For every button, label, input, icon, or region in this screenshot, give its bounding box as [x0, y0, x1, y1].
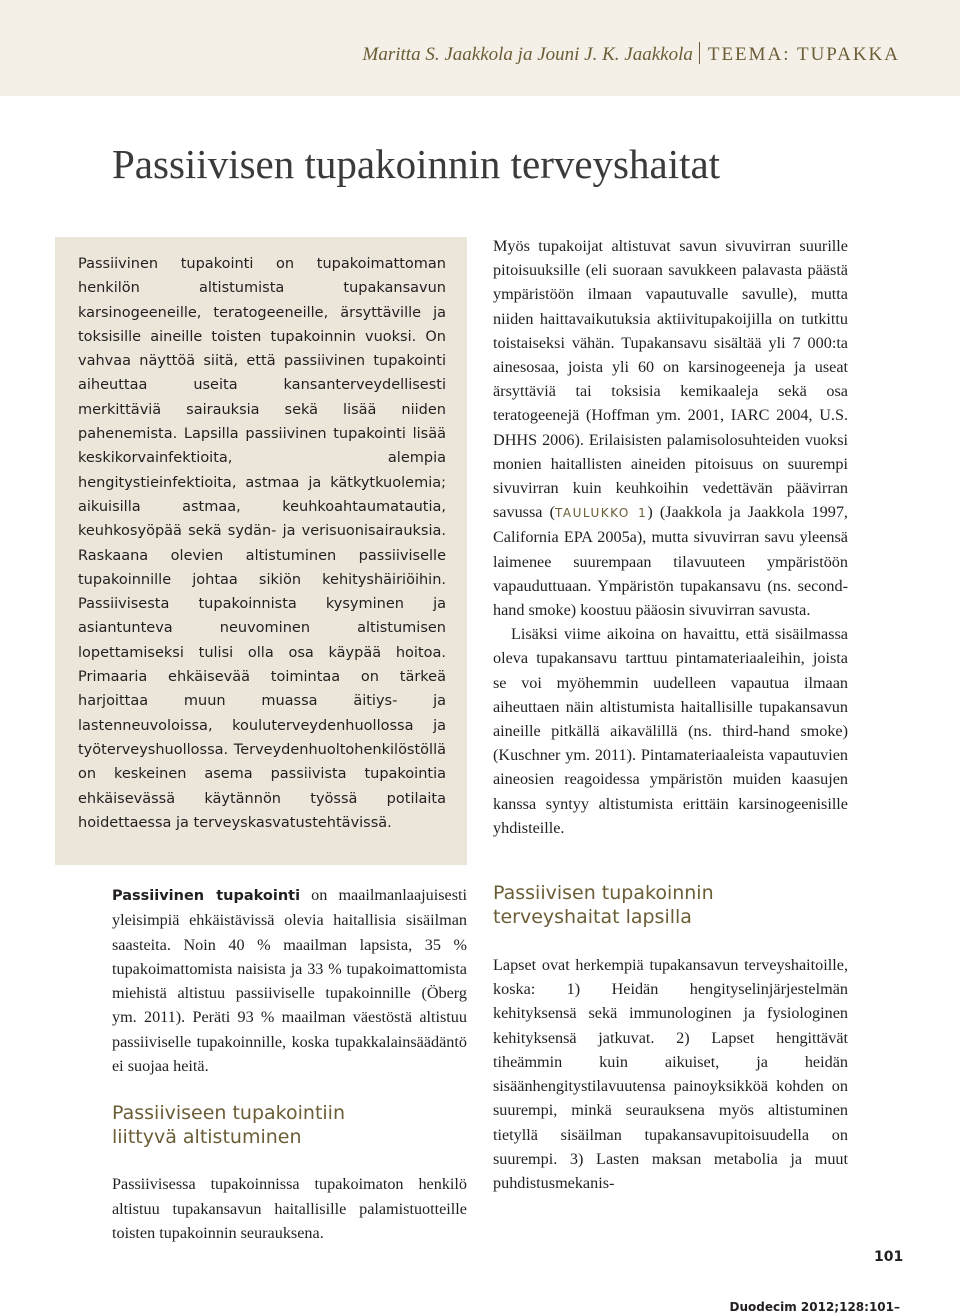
header-band: [0, 0, 960, 96]
section-heading-exposure-line2: liittyvä altistuminen: [112, 1126, 302, 1149]
third-hand-paragraph: Lisäksi viime aikoina on havaittu, että sisäilmassa oleva tupakansavu tarttuu pintamateriaaleihin, joista se voi myöhemmin uudelleen vapautua ilmaan aiheuttaen näin altistumista haitallisille tupakansavun aineille pitkällä aikavälillä (ns. third-hand smoke) (Kuschner ym. 2011). Pintamateriaaleista vapautuvien aineosien reagoidessa ympäristön muiden kaasujen kanssa syntyy altistumista erittäin karsinogeenisille yhdisteille.: [493, 625, 848, 837]
exposure-para-continued-start: Myös tupakoijat altistuvat savun sivuvirran suurille pitoisuuksille (eli suoraan savukkeen palavasta päästä ympäristöön ilmaan vapautuvalle savulle), mutta niiden haittavaikutuksia aktiivitupakoijilla on tutkittu toistaiseksi vähän. Tupakansavu sisältää yli 7 000:ta ainesosaa, joista yli 60 on karsinogeeneja ja useat ärsyttäviä tai toksisia kemikaaleja sekä osa teratogeenejä (Hoffman ym. 2001, IARC 2004, U.S. DHHS 2006). Erilaisisten palamisolosuhteiden vuoksi monien haitallisten aineiden pitoisuus on suurempi sivuvirran kuin keuhkoihin vedettävän päävirran savussa (: [493, 237, 848, 522]
section-heading-children: [493, 881, 848, 929]
journal-footer: Duodecim 2012;128:101–: [729, 1300, 900, 1314]
right-column: [493, 234, 848, 1195]
section-heading-children-line1: Passiivisen tupakoinnin: [493, 882, 714, 905]
article-title: Passiivisen tupakoinnin terveyshaitat: [112, 141, 721, 187]
section-heading-exposure: [112, 1101, 467, 1149]
header-authors: Maritta S. Jaakkola ja Jouni J. K. Jaakkola: [362, 44, 693, 65]
running-header: [363, 42, 900, 66]
left-column: [112, 883, 467, 1245]
exposure-paragraph: [112, 1172, 467, 1245]
table-reference-link[interactable]: TAULUKKO 1: [554, 506, 648, 521]
exposure-para-end: ) (Jaakkola ja Jaakkola 1997, California EPA 2005a), mutta sivuvirran savu yleensä laimenee suurempaan tilavuuteen ympäristöön vapauduttuaan. Ympäristön tupakansavu (ns. second-hand smoke) koostuu pääosin sivuvirran savusta.: [493, 503, 848, 620]
abstract-text: Passiivinen tupakointi on tupakoimattoman henkilön altistumista tupakansavun karsinogeeneille, teratogeeneille, ärsyttäville ja toksisille aineille toisten tupakoinnin vuoksi. On vahvaa näyttöä siitä, että passiivinen tupakointi aiheuttaa useita kansanterveydellisesti merkittäviä sairauksia sekä lisää niiden pahenemista. Lapsilla passiivinen tupakointi lisää keskikorvainfektioita, alempia hengitystieinfektioita, astmaa ja kätkytkuolemia; aikuisilla astmaa, keuhkoahtaumatautia, keuhkosyöpää sekä sydän- ja verisuonisairauksia. Raskaana olevien altistuminen passiiviselle tupakoinnille johtaa sikiön kehityshäiriöihin. Passiivisesta tupakoinnista kysyminen ja asiantunteva neuvominen altistumisen lopettamiseksi tulisi olla osa käypää hoitoa. Primaaria ehkäisevää toimintaa on tärkeä harjoittaa muun muassa äitiys- ja lastenneuvoloissa, kouluterveydenhuollossa ja työterveyshuollossa. Terveydenhuoltohenkilöstöllä on keskeinen asema passiivista tupakointia ehkäisevässä käytännön työssä potilaita hoidettaessa ja terveyskasvatustehtävissä.: [78, 256, 446, 831]
intro-paragraph: [112, 883, 467, 1078]
exposure-paragraph-continued: [493, 234, 848, 622]
section-heading-exposure-line1: Passiiviseen tupakointiin: [112, 1102, 346, 1125]
intro-lead: Passiivinen tupakointi: [112, 888, 301, 904]
page-number: 101: [874, 1249, 904, 1265]
exposure-para-start: Passiivisessa tupakoinnissa tupakoimaton henkilö altistuu tupakansavun haitallisille palamistuotteille toisten tupakoinnin seurauksena.: [112, 1175, 467, 1242]
section-heading-children-line2: terveyshaitat lapsilla: [493, 906, 692, 929]
header-divider: [699, 42, 700, 64]
children-paragraph: Lapset ovat herkempiä tupakansavun terveyshaitoille, koska: 1) Heidän hengityselinjärjestelmän kehityksensä sekä immunologinen ja fysiologinen kehityksensä jatkuvat. 2) Lapset hengittävät tiheämmin kuin aikuiset, ja heidän sisäänhengitystilavuutensa painoyksikköä kohden on suurempi, minkä seurauksena myös altistuminen tietyllä sisäilman tupakansavupitoisuudella on suurempi. 3) Lasten maksan metabolia ja muut puhdistusmekanis-: [493, 956, 848, 1192]
intro-text: on maailmanlaajuisesti yleisimpiä ehkäistävissä olevia haitallisia sisäilman saasteita. Noin 40 % maailman lapsista, 35 % tupakoimattomista naisista ja 33 % tupakoimattomista miehistä altistuu passiiviselle tupakoinnille (Öberg ym. 2011). Peräti 93 % maailman väestöstä altistuu passiiviselle tupakoinnille, koska tupakkalainsäädäntö ei suojaa heitä.: [112, 886, 467, 1076]
header-section: TEEMA: TUPAKKA: [707, 44, 900, 65]
